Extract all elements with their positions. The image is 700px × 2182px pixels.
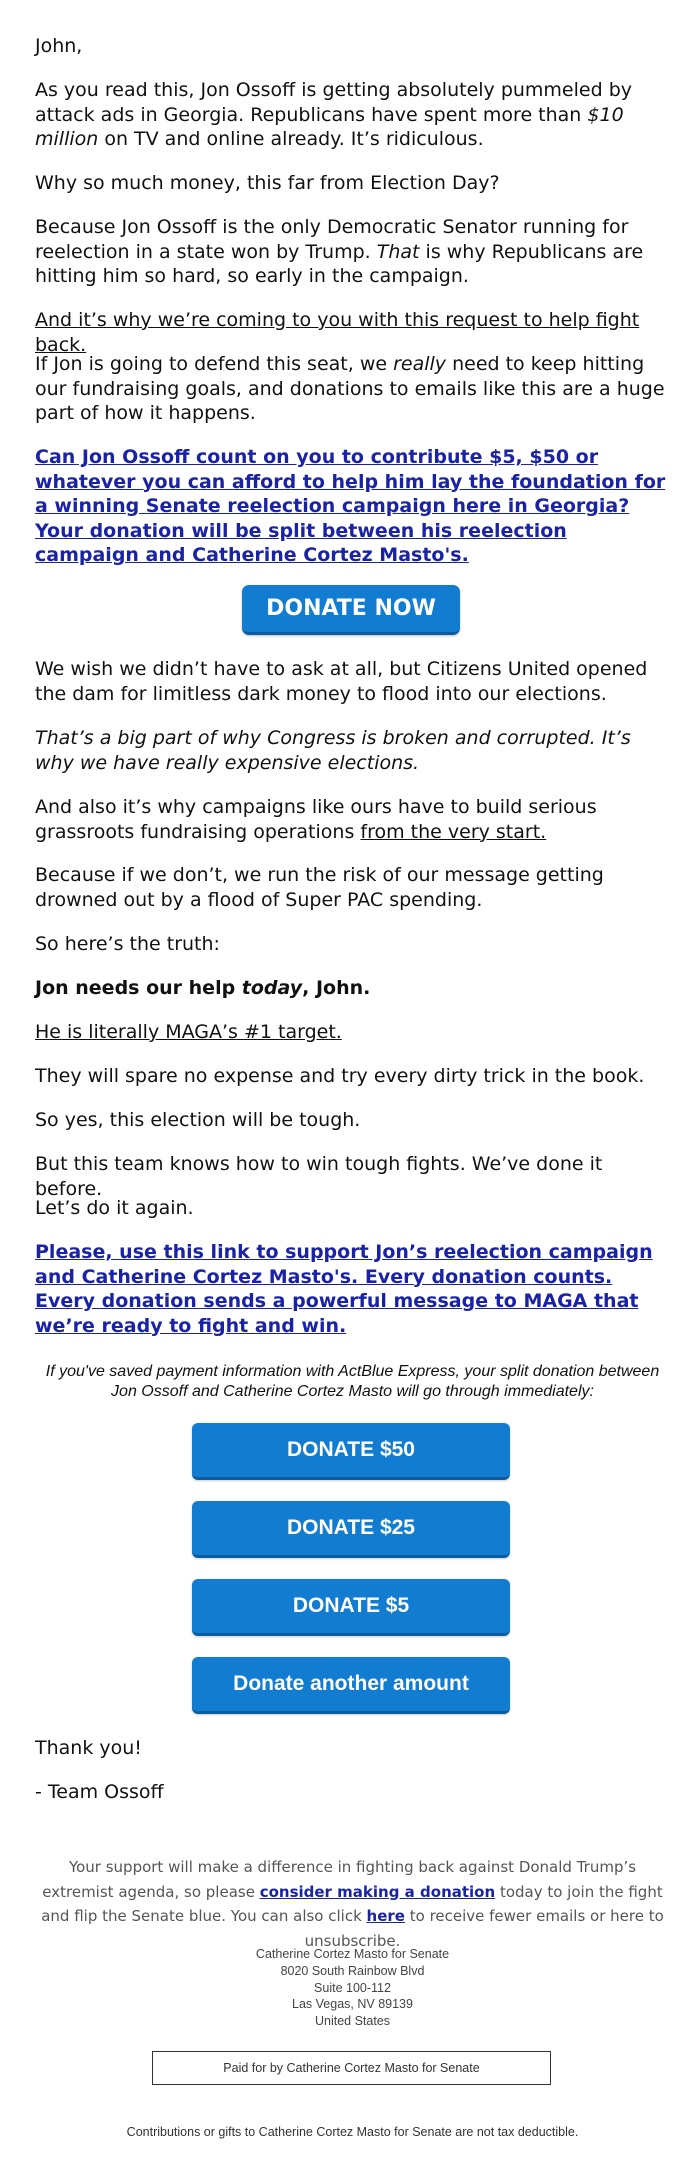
paragraph-dirty-tricks: They will spare no expense and try every dirty trick in the book. <box>35 1065 645 1087</box>
text-span: is why Republicans are hitting him so hard, so early in the campaign. <box>35 240 644 287</box>
paragraph-citizens-united: We wish we didn’t have to ask at all, but Citizens United opened the dam for limitless dark money to flood into our elections. <box>35 658 648 705</box>
paid-for-disclaimer: Paid for by Catherine Cortez Masto for Senate <box>152 2051 551 2085</box>
consider-donation-link[interactable]: consider making a donation <box>259 1882 496 1901</box>
text-span: to receive fewer emails or here to unsubscribe. <box>304 1907 664 1950</box>
address-org: Catherine Cortez Masto for Senate <box>255 1947 450 1961</box>
emphasis-really: really <box>393 353 447 375</box>
signoff: Thank you! <box>35 1737 142 1759</box>
text-span: on TV and online already. It’s ridiculous. <box>98 128 484 150</box>
address-street: 8020 South Rainbow Blvd <box>280 1963 425 1978</box>
address-suite: Suite 100-112 <box>314 1980 391 1995</box>
paragraph-fight-back: And it’s why we’re coming to you with this request to help fight back. <box>35 309 640 356</box>
text-span: And also it’s why campaigns like ours have to build serious grassroots fundraising operations <box>35 796 597 843</box>
donate-now-button[interactable]: DONATE NOW <box>242 585 460 635</box>
signature: - Team Ossoff <box>35 1781 164 1803</box>
donation-ask-link-1[interactable]: Can Jon Ossoff count on you to contribute $5, $50 or whatever you can afford to help him lay the foundation for a winning Senate reelection campaign here in Georgia? Your donation will be split between his reelection campaign and Catherine Cortez Masto's. <box>35 446 666 566</box>
text-span: today to join the fight and flip the Senate blue. You can also click <box>41 1882 663 1925</box>
mailing-address <box>35 1946 670 2030</box>
donation-ask-link-2[interactable]: Please, use this link to support Jon’s reelection campaign and Catherine Cortez Masto's. Every donation counts. Every donation sends a powerful message to MAGA that we’re ready to fight and win. <box>35 1241 653 1337</box>
emphasis-today: today <box>241 977 303 999</box>
emphasis-that: That <box>376 240 420 263</box>
fewer-emails-link[interactable]: here <box>366 1907 405 1925</box>
underlined-phrase: from the very start. <box>360 820 547 843</box>
paragraph-why-money: Why so much money, this far from Election Day? <box>35 172 500 194</box>
text-span: need to keep hitting our fundraising goals, and donations to emails like this are a huge part of how it happens. <box>35 353 665 424</box>
paragraph-truth: So here’s the truth: <box>35 933 220 955</box>
text-span: Jon needs our help <box>35 977 242 999</box>
text-span: Your support will make a difference in fighting back against Donald Trump’s extremist agenda, so please <box>42 1858 637 1901</box>
paragraph-maga-target: He is literally MAGA’s #1 target. <box>35 1021 342 1043</box>
donate-50-button[interactable]: DONATE $50 <box>192 1423 510 1480</box>
paragraph-fundraising-goals <box>35 352 670 426</box>
paragraph-do-it-again: Let’s do it again. <box>35 1197 194 1219</box>
donate-other-amount-button[interactable]: Donate another amount <box>192 1657 510 1714</box>
paragraph-grassroots <box>35 795 670 844</box>
paragraph-congress-broken: That’s a big part of why Congress is broken and corrupted. It’s why we have really expensive elections. <box>35 727 631 774</box>
paragraph-tough-election: So yes, this election will be tough. <box>35 1109 361 1131</box>
ask-paragraph-1 <box>35 445 670 568</box>
text-span: Because Jon Ossoff is the only Democratic Senator running for reelection in a state won by Trump. <box>35 216 629 263</box>
ask-paragraph-2 <box>35 1240 670 1338</box>
donate-25-button[interactable]: DONATE $25 <box>192 1501 510 1558</box>
paragraph-win-tough-fights: But this team knows how to win tough fights. We’ve done it before. <box>35 1153 603 1200</box>
address-country: United States <box>314 2014 391 2029</box>
tax-deductible-note: Contributions or gifts to Catherine Cortez Masto for Senate are not tax deductible. <box>126 2125 579 2139</box>
emphasis-amount: $10 million <box>35 103 624 150</box>
paragraph-super-pac: Because if we don’t, we run the risk of our message getting drowned out by a flood of Super PAC spending. <box>35 864 604 911</box>
address-city: Las Vegas, NV 89139 <box>292 1997 413 2012</box>
text-span: , John. <box>302 977 371 999</box>
greeting: John, <box>35 35 83 57</box>
paragraph-needs-help <box>35 976 670 1001</box>
donate-5-button[interactable]: DONATE $5 <box>192 1579 510 1636</box>
text-span: If Jon is going to defend this seat, we <box>35 353 394 375</box>
footer-message <box>35 1855 670 1953</box>
paragraph-attack-ads <box>35 78 670 152</box>
paragraph-only-democrat <box>35 215 670 289</box>
text-span: As you read this, Jon Ossoff is getting absolutely pummeled by attack ads in Georgia. Republicans have spent more than <box>35 79 632 126</box>
actblue-express-note: If you've saved payment information with ActBlue Express, your split donation between Jon Ossoff and Catherine Cortez Masto will go through immediately: <box>45 1363 660 1400</box>
